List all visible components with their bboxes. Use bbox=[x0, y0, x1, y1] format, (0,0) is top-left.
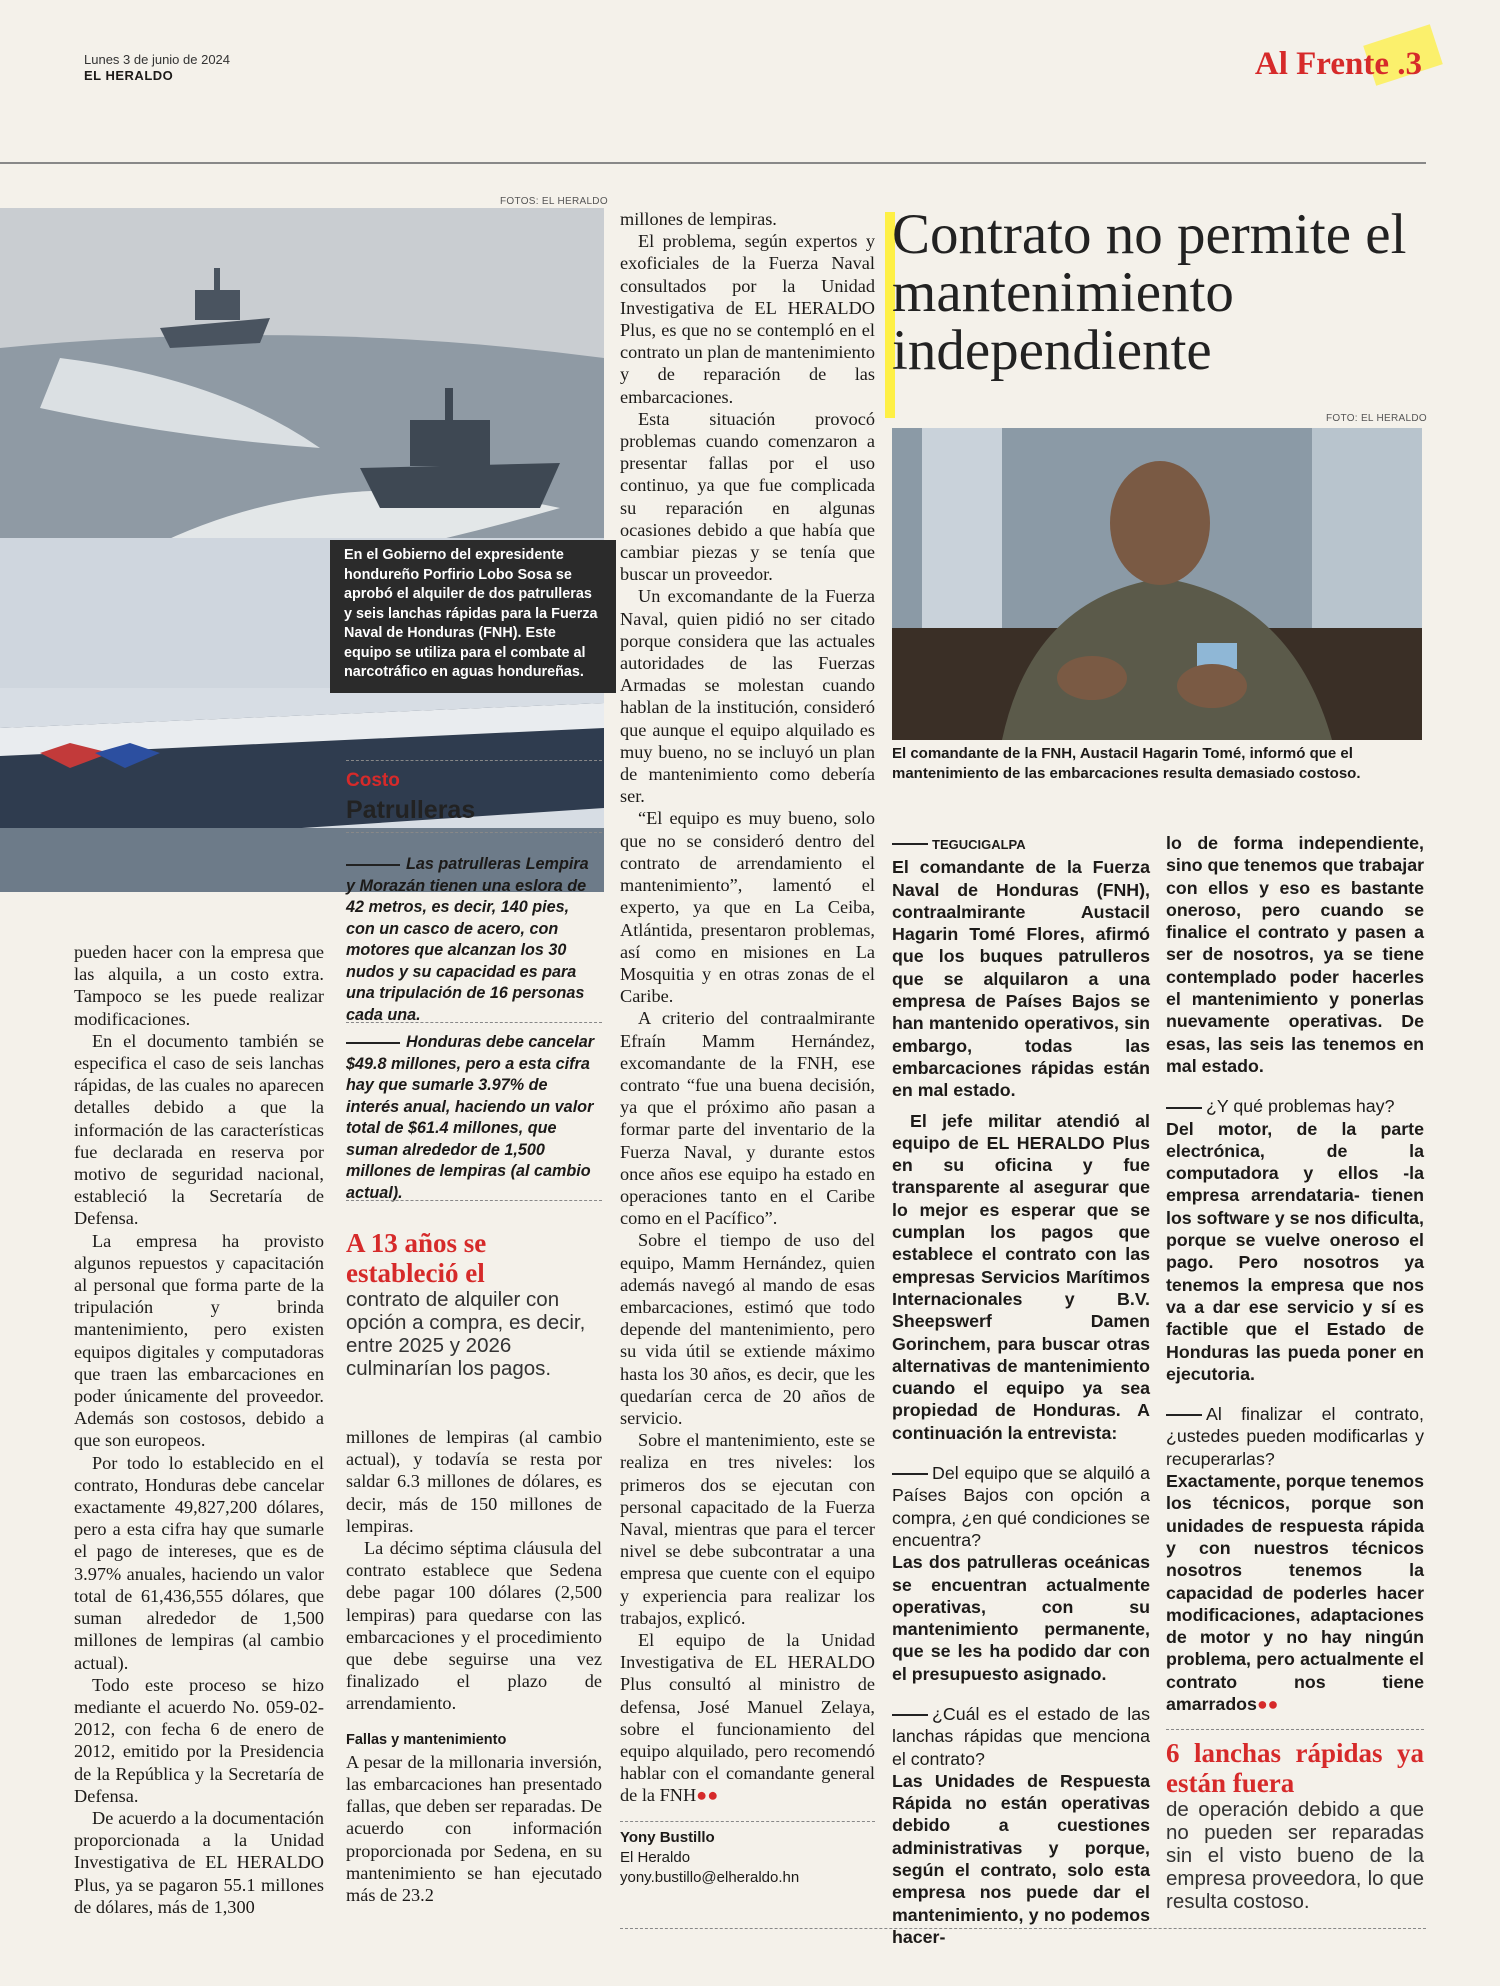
header-rule bbox=[0, 162, 1426, 164]
interview-question bbox=[1166, 1403, 1424, 1470]
callout-divider bbox=[1166, 1729, 1424, 1730]
question-dash bbox=[1166, 1414, 1202, 1416]
author-org: El Heraldo bbox=[620, 1848, 691, 1866]
officer-illustration bbox=[892, 428, 1422, 740]
callout-text: contrato de alquiler con opción a compra, es decir, entre 2025 y 2026 culminarían los pagos. bbox=[346, 1288, 586, 1380]
question-text: Al finalizar el contrato, ¿ustedes pueden modificarlas y recuperarlas? bbox=[1166, 1404, 1424, 1469]
body-paragraph: Todo este proceso se hizo mediante el acuerdo No. 059-02-2012, con fecha 6 de enero de 2012, emitido por la Presidencia de la República y la Secretaría de Defensa. bbox=[74, 1674, 324, 1806]
question-text: Del equipo que se alquiló a Países Bajos con opción a compra, ¿en qué condiciones se encuentra? bbox=[892, 1463, 1150, 1550]
body-paragraph: En el documento también se especifica el caso de seis lanchas rápidas, de las cuales no aparecen detalles debido a que la información de las características fue declarada en reserva por motivo de seguridad nacional, estableció la Secretaría de Defensa. bbox=[74, 1030, 324, 1229]
interview-answer: Del motor, de la parte electrónica, de la computadora y ellos -la empresa arrendataria- tienen los software y se nos dificulta, porque se vuelve oneroso el pago. Pero nosotros ya tenemos la empresa que nos va a dar ese servicio y sí es factible que el Estado de Honduras las pueda poner en ejecutoria. bbox=[1166, 1118, 1424, 1384]
officer-photo bbox=[892, 428, 1422, 740]
body-paragraph: El problema, según expertos y exoficiales de la Fuerza Naval consultados por la Unidad Investigativa de EL HERALDO Plus, es que no se contempló en el contrato un plan de mantenimiento y de reparación de las embarcaciones. bbox=[620, 231, 875, 407]
box-divider bbox=[346, 1022, 602, 1023]
body-paragraph: Esta situación provocó problemas cuando comenzaron a presentar fallas por el uso continuo, ya que fue complicada su reparación en algunas ocasiones debido a que había que cambiar piezas y se tenía que buscar un proveedor. bbox=[620, 408, 875, 585]
body-paragraph: pueden hacer con la empresa que las alquila, a un costo extra. Tampoco se les puede realizar modificaciones. bbox=[74, 942, 324, 1029]
fact-dash bbox=[346, 1042, 400, 1044]
page-number: .3 bbox=[1397, 46, 1422, 82]
box-label: Costo bbox=[346, 770, 400, 791]
officer-photo-caption: El comandante de la FNH, Austacil Hagarin Tomé, informó que el mantenimiento de las embarcaciones resulta demasiado costoso. bbox=[892, 745, 1361, 782]
body-paragraph: Sobre el tiempo de uso del equipo, Mamm Hernández, quien además navegó al mando de esas embarcaciones, estimó que todo depende del mantenimiento, pero su vida útil se extiende máximo hasta los 30 años, es decir, que les quedarían cerca de 20 años de servicio. bbox=[620, 1230, 875, 1428]
newspaper-name: EL HERALDO bbox=[84, 68, 174, 83]
interview-answer: Las Unidades de Respuesta Rápida no están operativas debido a cuestiones administrativas y porque, según el contrato, solo esta empresa nos puede dar el mantenimiento, y no podemos hacer- bbox=[892, 1770, 1150, 1947]
question-dash bbox=[892, 1473, 928, 1475]
callout-text: de operación debido a que no pueden ser reparadas sin el visto bueno de la empresa proveedora, lo que resulta costoso. bbox=[1166, 1798, 1424, 1914]
body-paragraph: millones de lempiras (al cambio actual), y todavía se resta por saldar 6.3 millones de dólares, es decir, más de 150 millones de lempiras. bbox=[346, 1427, 602, 1536]
box-divider bbox=[346, 1200, 602, 1201]
photo-credit: FOTOS: EL HERALDO bbox=[500, 196, 608, 207]
column-1 bbox=[74, 941, 324, 1918]
answer-text: Exactamente, porque tenemos los técnicos, porque son unidades de respuesta rápida y con nuestros técnicos nosotros tenemos la capacidad de poderles hacer modificaciones, adaptaciones de motor y no hay ningún problema, pero actualmente el contrato nos tiene amarrados bbox=[1166, 1471, 1424, 1714]
body-paragraph: La empresa ha provisto algunos repuestos y capacitación al personal que forma parte de la tripulación y brinda mantenimiento, pero existen equipos digitales y computadoras que traen las embarcaciones en poder únicamente del proveedor. Además son costosos, debido a que son europeos. bbox=[74, 1230, 324, 1451]
dateline: TEGUCIGALPA bbox=[932, 837, 1026, 852]
body-paragraph: Sobre el mantenimiento, este se realiza en tres niveles: los primeros dos se ejecutan con personal capacitado de la Fuerza Naval, mientras que para el tercer nivel se debe subcontratar a una empresa que cuente con el equipo y experiencia para realizar los trabajos, explicó. bbox=[620, 1430, 875, 1628]
issue-date: Lunes 3 de junio de 2024 bbox=[84, 52, 231, 67]
body-paragraph bbox=[620, 1629, 875, 1807]
dateline-dash bbox=[892, 843, 928, 845]
body-paragraph: “El equipo es muy bueno, solo que no se consideró dentro del contrato de arrendamiento el mantenimiento”, lamentó el experto, ya que en La Ceiba, Atlántida, presentaron problemas, así como en misiones en La Mosquitia y en otras zonas de el Caribe. bbox=[620, 808, 875, 1007]
callout-6-boats bbox=[1166, 1738, 1424, 1913]
body-paragraph: A criterio del contraalmirante Efraín Mamm Hernández, excomandante de la FNH, ese contrato “fue una buena decisión, ya que el próximo año pasan a formar parte del inventario de la Fuerza Naval, y durante estos once años ese equipo ha estado en operaciones tanto en el Caribe como en el Pacífico”. bbox=[620, 1008, 875, 1229]
fact-text: Las patrulleras Lempira y Morazán tienen una eslora de 42 metros, es decir, 140 pies, con un casco de acero, con motores que alcanzan los 30 nudos y su capacidad es para una tripulación de 16 personas cada una. bbox=[346, 855, 589, 1024]
body-paragraph: De acuerdo a la documentación proporcionada a la Unidad Investigativa de EL HERALDO Plus, ya se pagaron 55.1 millones de dólares, más de 1,300 bbox=[74, 1807, 324, 1917]
body-paragraph: millones de lempiras. bbox=[620, 209, 777, 229]
body-paragraph: El jefe militar atendió al equipo de EL HERALDO Plus en su oficina y fue transparente al asegurar que lo mejor es esperar que se cumplan los pagos que establece el contrato con las empresas Servicios Marítimos Internacionales y B.V. Sheepswerf Damen Gorinchem, para buscar otras alternativas de mantenimiento cuando el equipo ya sea propiedad de Honduras. A continuación la entrevista: bbox=[892, 1110, 1150, 1443]
callout-13-years bbox=[346, 1228, 602, 1380]
fact-patrol-boats bbox=[346, 854, 602, 1026]
footer-rule bbox=[620, 1928, 1426, 1929]
column-5 bbox=[1166, 832, 1424, 1913]
body-paragraph: Un excomandante de la Fuerza Naval, quien pidió no ser citado porque considera que las actuales autoridades de las Fuerzas Armadas se molestan cuando hablan de la institución, consideró que aunque el equipo alquilado es muy bueno, no se incluyó un plan de mantenimiento como debería ser. bbox=[620, 586, 875, 807]
interview-answer: lo de forma independiente, sino que tenemos que trabajar con ellos y eso es bastante oneroso, pero cuando se finalice el contrato y pasen a ser de nosotros, ya se tiene contemplado poder hacerles el mantenimiento y ponerlas nuevamente operativas. De esas, las seis las tenemos en mal estado. bbox=[1166, 833, 1424, 1076]
fact-payment bbox=[346, 1032, 602, 1204]
body-paragraph: Por todo lo establecido en el contrato, Honduras debe cancelar exactamente 49,827,200 dólares, pero a esta cifra hay que sumarle el pago de intereses, que es de 3.97% anuales, haciendo un valor total de 61,436,555 dólares, que suman alrededor de 1,500 millones de lempiras (al cambio actual). bbox=[74, 1452, 324, 1673]
section-tag bbox=[1255, 46, 1422, 83]
question-dash bbox=[1166, 1107, 1202, 1109]
interview-question bbox=[892, 1462, 1150, 1551]
column-4 bbox=[892, 832, 1150, 1948]
question-text: ¿Cuál es el estado de las lanchas rápidas que menciona el contrato? bbox=[892, 1703, 1150, 1769]
question-text: ¿Y qué problemas hay? bbox=[1206, 1096, 1395, 1117]
question-dash bbox=[892, 1714, 928, 1716]
end-mark: ●● bbox=[696, 1785, 719, 1806]
subheading: Fallas y mantenimiento bbox=[346, 1731, 507, 1748]
byline-divider bbox=[620, 1821, 875, 1822]
body-paragraph: La décimo séptima cláusula del contrato establece que Sedena debe pagar 100 dólares (2,500 lempiras) para quedarse con las embarcaciones y el procedimiento que debe seguirse una vez finalizado el plazo de arrendamiento. bbox=[346, 1538, 602, 1714]
column-2 bbox=[346, 1426, 602, 1906]
body-text: El comandante de la Fuerza Naval de Honduras (FNH), contraalmirante Austacil Hagarin Tomé Flores, afirmó que los buques patrulleros que se alquilaron a una empresa de Países Bajos se han mantenido operativos, sin embargo, todas las embarcaciones rápidas están en mal estado. bbox=[892, 857, 1150, 1101]
callout-highlight: 6 lanchas rápidas ya están fuera bbox=[1166, 1738, 1424, 1799]
interview-answer bbox=[1166, 1470, 1424, 1715]
end-mark: ●● bbox=[1256, 1693, 1279, 1714]
interview-question bbox=[1166, 1095, 1424, 1117]
column-3 bbox=[620, 208, 875, 1888]
interview-answer: Las dos patrulleras oceánicas se encuentran actualmente operativas, con su mantenimiento permanente, que se les ha podido dar con el presupuesto asignado. bbox=[892, 1552, 1150, 1684]
fact-text: Honduras debe cancelar $49.8 millones, pero a esta cifra hay que sumarle 3.97% de interés anual, haciendo un valor total de $61.4 millones, que suman alrededor de 1,500 millones de lempiras (al cambio actual). bbox=[346, 1033, 595, 1202]
body-text: El equipo de la Unidad Investigativa de EL HERALDO Plus consultó al ministro de defensa, José Manuel Zelaya, sobre el funcionamiento del equipo alquilado, pero recomendó hablar con el comandante general de la FNH bbox=[620, 1630, 875, 1806]
callout-highlight: A 13 años se estableció el bbox=[346, 1228, 487, 1288]
officer-photo-credit: FOTO: EL HERALDO bbox=[1326, 413, 1427, 424]
article-headline: Contrato no permite el mantenimiento independiente bbox=[892, 203, 1407, 382]
fact-dash bbox=[346, 864, 400, 866]
box-title: Patrulleras bbox=[346, 796, 476, 824]
box-divider bbox=[346, 760, 602, 761]
interview-question bbox=[892, 1703, 1150, 1770]
box-divider bbox=[346, 832, 602, 833]
body-paragraph: A pesar de la millonaria inversión, las embarcaciones han presentado fallas, que deben ser reparadas. De acuerdo con información proporcionada por Sedena, en su mantenimiento se han ejecutado más de 23.2 bbox=[346, 1751, 602, 1906]
author-name: Yony Bustillo bbox=[620, 1828, 715, 1846]
boats-photo-caption: En el Gobierno del expresidente hondureño Porfirio Lobo Sosa se aprobó el alquiler de dos patrulleras y seis lanchas rápidas para la Fuerza Naval de Honduras (FNH). Este equipo se utiliza para el combate al narcotráfico en aguas hondureñas. bbox=[330, 540, 616, 693]
section-name: Al Frente bbox=[1254, 46, 1389, 82]
author-email[interactable]: yony.bustillo@elheraldo.hn bbox=[620, 1868, 800, 1886]
body-paragraph bbox=[892, 832, 1150, 1102]
